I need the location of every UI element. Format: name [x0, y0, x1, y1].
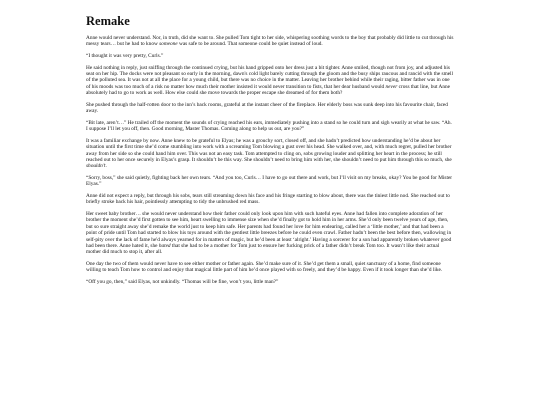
paragraph: “Bit late, aren’t…” He trailed off the moment the sounds of crying reached his ears, immediately pushing into a stand so he could turn and sigh wearily at what he saw. “Ah. I suppose I’ll let you off, then. Good morning, Master Thomas. Coming along to help us out, are you?” — [86, 119, 452, 133]
paragraph: It was a familiar exchange by now. Anne knew to be grateful to Elyas; he was a grouchy sort, closed off, and she hadn’t predicted how understanding he’d be about her situation until the first time she’d come stumbling into work with a screaming Tom blowing a gust over his head. She walked over, and, with much regret, pulled her brother away from her side so she could hand him over. This was not an easy task. Tom attempted to cling on, sobs growing louder and splitting her heart in the process; he still reached out to her once securely in Elyas’s grasp. It shouldn’t be this way. She shouldn’t need to bring him with her, she shouldn’t need to put him through this so much, she shouldn’t. — [86, 137, 452, 170]
paragraph: Her sweet baby brother… she would never understand how their father could only look upon him with such hateful eyes. Anne had fallen into complete adoration of her brother the moment she’d first gotten to see him, heart swelling to immense size when she’d finally got to hold him in her arms. She’d only been twelve years of age, then, but so sure straight away she’d remake the world just to keep him safe. Her parents had found her love for him endearing, called her a ‘little mother,’ and that had been a point of pride until Tom had started to blow his toys around with the gentlest little breezes before he could even crawl. Father hadn’t been the best before then, wallowing in self-pity over the lack of fame he'd always yearned for in matters of magic, but he’d been at least ‘alright.’ Having a sorcerer for a son had apparently broken whatever good had been there. Anne hated it, she hated that she had to be a mother for Tom just to ensure her fucking prick of a father didn’t break Tom too. It wasn’t like their actual mother did much to stop it, after all. — [86, 211, 452, 256]
emphasized-text: hated — [158, 243, 171, 250]
paragraph: “Sorry, boss,” she said quietly, fighting back her own tears. “And you too, Curls… I have to go out there and work, but I’ll visit on my breaks, okay? You be good for Mister Elyas.” — [86, 175, 453, 188]
emphasized-text: someone — [159, 41, 178, 48]
emphasized-text: never — [385, 83, 398, 90]
paragraph: He said nothing in reply, just sniffing through the continued crying, but his hand gripped onto her dress just a bit tighter. Anne smiled, though not from joy, and adjusted his seat on her hip. The docks were not pleasant so early in the morning, dawn's cold light barely cutting through the gloom and the busy ships raucous and rancid with the smell of the polluted sea. It was not at all the place for a young child, but there was no choice in the matter. Leaving her brother behind while their raging, bitter father was in one of his moods was too much of a risk no matter how much their mother insisted it would never transition to fists, that her dear husband would never cross that line, but Anne absolutely had to go to work as well. How else could she move towards the proper escape she dreamed of for them both? — [86, 64, 453, 97]
paragraph: “I thought it was very pretty, Curls.” — [86, 53, 164, 59]
emphasized-text: shouldn’t — [86, 163, 106, 170]
document-title: Remake — [86, 14, 130, 28]
document-body — [86, 35, 454, 285]
paragraph: Anne would never understand. Nor, in truth, did she want to. She pulled Tom tight to her side, whispering soothing words to the boy that probably did little to cut through his messy tears… but he had to know someone was safe to be around. That someone could be quiet instead of loud. — [86, 35, 454, 48]
paragraph: “Off you go, then,” said Elyas, not unkindly. “Thomas will be fine, won’t you, little man?” — [86, 279, 279, 286]
paragraph: Anne did not expect a reply, but through his sobs, tears still streaming down his face and his fringe starting to blow about, there was the tiniest little nod. She reached out to briefly stroke back his hair, pointlessly attempting to tidy the unbrushed red mass. — [86, 193, 450, 206]
paragraph: One day the two of them would never have to see either mother or father again. She’d make sure of it. She’d get them a small, quiet sanctuary of a home, find someone willing to teach Tom how to control and enjoy that magical little part of him he’d once played with so freely, and they’d be happy. Even if it took longer than she’d like. — [86, 261, 443, 274]
paragraph: She pushed through the half-rotten door to the inn’s back rooms, grateful at the instant cheer of the fireplace. Her elderly boss was sunk deep into his favourite chair, faced away. — [86, 101, 448, 115]
